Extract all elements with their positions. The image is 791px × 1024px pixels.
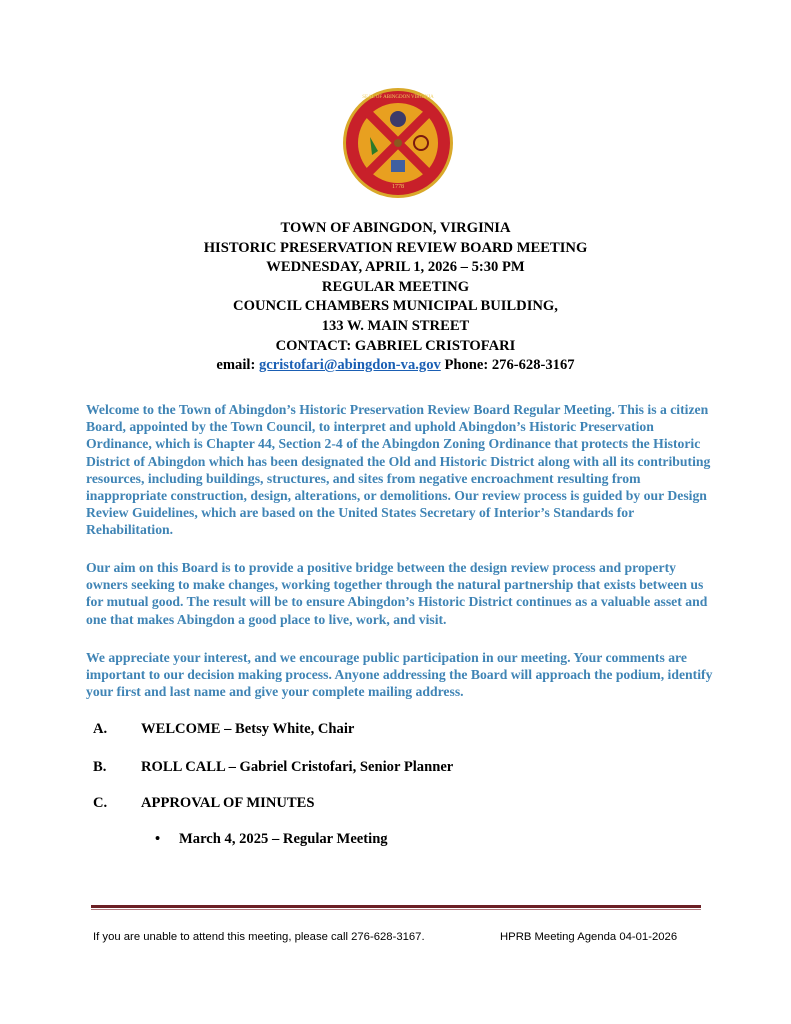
email-link[interactable]: gcristofari@abingdon-va.gov	[258, 357, 441, 374]
seal-ring-text: SEAL OF ABINGDON VIRGINIA	[362, 95, 434, 100]
agenda-text: ROLL CALL – Gabriel Cristofari, Senior Planner	[141, 759, 454, 775]
intro-paragraph-1: Welcome to the Town of Abingdon’s Historic Preservation Review Board Regular Meeting. This is a citizen Board, appointed by the Town Council, to interpret and uphold Abingdon’s Historic Preservation Ordinance, which is Chapter 44, Section 2-4 of the Abingdon Zoning Ordinance that protects the Historic District of Abingdon which has been designated the Old and Historic District along with all its contributing resources, including buildings, structures, and sites from negative encroachment resulting from inappropriate construction, design, alterations, or demolitions. Our review process is guided by our Design Review Guidelines, which are based on the United States Secretary of Interior’s Standards for Rehabilitation.	[86, 402, 711, 538]
agenda-letter: B.	[93, 759, 107, 775]
board-name: HISTORIC PRESERVATION REVIEW BOARD MEETING	[203, 239, 588, 256]
email-label: email:	[216, 357, 256, 374]
town-name: TOWN OF ABINGDON, VIRGINIA	[280, 220, 511, 236]
phone-number: Phone: 276-628-3167	[444, 357, 575, 374]
meeting-address: 133 W. MAIN STREET	[321, 317, 470, 334]
contact-name: CONTACT: GABRIEL CRISTOFARI	[275, 337, 516, 354]
agenda-text: WELCOME – Betsy White, Chair	[141, 721, 355, 737]
footer-divider	[91, 905, 701, 908]
minutes-list-item	[155, 831, 388, 848]
agenda-letter: C.	[93, 795, 108, 811]
meeting-date: WEDNESDAY, APRIL 1, 2026 – 5:30 PM	[266, 259, 525, 276]
intro-paragraph-2: Our aim on this Board is to provide a positive bridge between the design review process and property owners seeking to make changes, working together through the natural partnership that exists between us for mutual good. The result will be to ensure Abingdon’s Historic District continues as a valuable asset and one that makes Abingdon a good place to live, work, and visit.	[86, 560, 708, 627]
seal-year: 1778	[392, 184, 404, 190]
contact-line	[0, 356, 791, 376]
meeting-header	[0, 219, 791, 376]
intro-paragraph-3: We appreciate your interest, and we encourage public participation in our meeting. Your comments are important to our decision making process. Anyone addressing the Board will approach the podium, identify your first and last name and give your complete mailing address.	[86, 650, 713, 700]
agenda-text: APPROVAL OF MINUTES	[141, 795, 315, 811]
agenda-letter: A.	[93, 721, 108, 737]
meeting-type: REGULAR MEETING	[321, 278, 470, 295]
footer-divider-thin	[91, 909, 701, 910]
minutes-item-text: March 4, 2025 – Regular Meeting	[179, 831, 388, 847]
bullet-icon: •	[155, 831, 161, 847]
meeting-location: COUNCIL CHAMBERS MUNICIPAL BUILDING,	[233, 298, 558, 315]
footer-doc-title: HPRB Meeting Agenda 04-01-2026	[500, 931, 678, 943]
town-seal-image	[342, 87, 454, 199]
footer-note: If you are unable to attend this meeting, please call 276-628-3167.	[93, 931, 425, 943]
